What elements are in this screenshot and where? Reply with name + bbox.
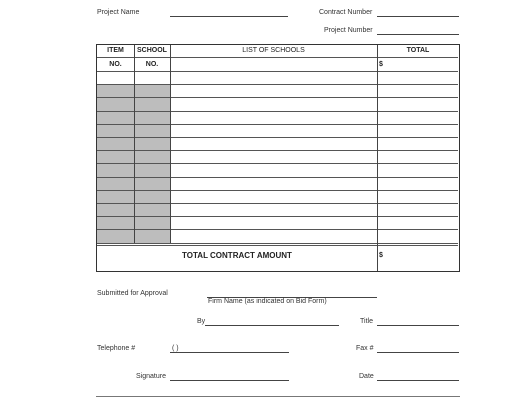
by-label: By bbox=[197, 318, 206, 325]
project-number-field[interactable] bbox=[377, 34, 459, 35]
row-divider bbox=[97, 203, 458, 204]
schools-table bbox=[96, 44, 460, 272]
header-list-of-schools: LIST OF SCHOOLS bbox=[242, 47, 305, 54]
row-divider bbox=[97, 84, 458, 85]
item-no-cell bbox=[97, 151, 134, 164]
school-no-cell bbox=[134, 111, 170, 124]
fax-label: Fax # bbox=[356, 345, 374, 352]
header-item: ITEM bbox=[107, 47, 124, 54]
school-no-cell bbox=[134, 164, 170, 177]
firm-name-label: Firm Name (as indicated on Bid Form) bbox=[208, 298, 327, 305]
telephone-field[interactable] bbox=[170, 352, 289, 353]
row-divider bbox=[97, 71, 458, 72]
row-divider bbox=[97, 243, 458, 244]
row-divider bbox=[97, 97, 458, 98]
contract-number-label: Contract Number bbox=[319, 9, 373, 16]
header-school: SCHOOL bbox=[137, 47, 167, 54]
first-row-dollar: $ bbox=[379, 61, 383, 68]
row-divider bbox=[97, 216, 458, 217]
col-divider bbox=[134, 45, 135, 243]
item-no-cell bbox=[97, 138, 134, 151]
school-no-cell bbox=[134, 124, 170, 137]
school-no-cell bbox=[134, 138, 170, 151]
col-divider bbox=[170, 45, 171, 243]
row-divider bbox=[97, 177, 458, 178]
school-no-cell bbox=[134, 204, 170, 217]
by-field[interactable] bbox=[205, 325, 339, 326]
item-no-cell bbox=[97, 124, 134, 137]
contract-number-field[interactable] bbox=[377, 16, 459, 17]
item-no-cell bbox=[97, 217, 134, 230]
telephone-label: Telephone # bbox=[97, 345, 136, 352]
school-no-cell bbox=[134, 190, 170, 203]
item-no-cell bbox=[97, 85, 134, 98]
total-contract-amount-label: TOTAL CONTRACT AMOUNT bbox=[182, 251, 292, 260]
school-no-cell bbox=[134, 85, 170, 98]
row-divider bbox=[97, 163, 458, 164]
project-name-field[interactable] bbox=[170, 16, 288, 17]
school-no-cell bbox=[134, 230, 170, 243]
submitted-for-approval-label: Submitted for Approval bbox=[97, 290, 168, 297]
school-no-cell bbox=[134, 177, 170, 190]
row-divider bbox=[97, 229, 458, 230]
row-divider bbox=[97, 124, 458, 125]
signature-label: Signature bbox=[136, 373, 166, 380]
row-divider bbox=[97, 111, 458, 112]
fax-field[interactable] bbox=[377, 352, 459, 353]
school-no-cell bbox=[134, 151, 170, 164]
telephone-area-code: ( ) bbox=[172, 345, 179, 352]
row-divider bbox=[97, 137, 458, 138]
item-no-cell bbox=[97, 164, 134, 177]
total-dollar: $ bbox=[379, 252, 383, 259]
col-divider bbox=[377, 45, 378, 271]
project-name-label: Project Name bbox=[97, 9, 140, 16]
signature-field[interactable] bbox=[170, 380, 289, 381]
item-no-cell bbox=[97, 230, 134, 243]
date-field[interactable] bbox=[377, 380, 459, 381]
item-no-cell bbox=[97, 111, 134, 124]
page-bottom-rule bbox=[96, 396, 460, 397]
item-no-cell bbox=[97, 204, 134, 217]
date-label: Date bbox=[359, 373, 374, 380]
item-no-cell bbox=[97, 98, 134, 111]
total-amount-field[interactable] bbox=[378, 245, 458, 269]
title-field[interactable] bbox=[377, 325, 459, 326]
item-no-cell bbox=[97, 177, 134, 190]
row-divider bbox=[97, 150, 458, 151]
item-no-cell bbox=[97, 190, 134, 203]
row-divider bbox=[97, 190, 458, 191]
title-label: Title bbox=[360, 318, 373, 325]
project-number-label: Project Number bbox=[324, 27, 373, 34]
row-divider bbox=[97, 57, 458, 58]
school-no-cell bbox=[134, 217, 170, 230]
header-total: TOTAL bbox=[406, 47, 430, 54]
school-no-cell bbox=[134, 98, 170, 111]
header-item-no: NO. bbox=[109, 61, 122, 68]
header-school-no: NO. bbox=[145, 61, 159, 68]
